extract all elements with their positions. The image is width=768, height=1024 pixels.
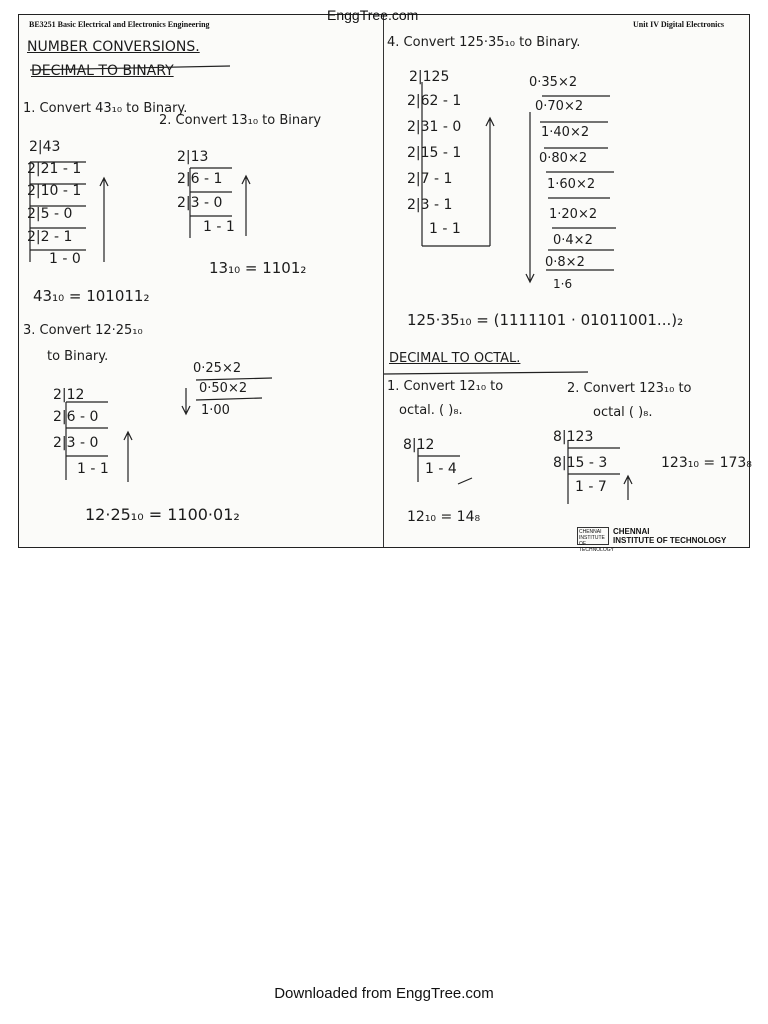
div-bracket-43 <box>30 162 86 262</box>
answer-13: 13₁₀ = 1101₂ <box>209 259 307 277</box>
up-arrow-43 <box>100 178 108 262</box>
answer-43: 43₁₀ = 101011₂ <box>33 287 150 305</box>
frac-lines-035 <box>540 96 616 270</box>
answer-123-octal: 123₁₀ = 173₈ <box>661 455 752 471</box>
section-decimal-binary: DECIMAL TO BINARY <box>31 63 174 79</box>
footer-download: Downloaded from EnggTree.com <box>274 985 494 1002</box>
down-arrow-025 <box>182 388 190 414</box>
octal-arrow-12 <box>458 478 472 484</box>
frac-lines-025 <box>196 378 272 400</box>
octal-question-1: 1. Convert 12₁₀ to <box>387 379 504 394</box>
div-bracket-12 <box>66 402 108 480</box>
course-header: BE3251 Basic Electrical and Electronics Engineering <box>29 20 210 29</box>
question-1: 1. Convert 43₁₀ to Binary. <box>23 101 188 116</box>
question-4: 4. Convert 125·35₁₀ to Binary. <box>387 35 581 50</box>
octal-bracket-123 <box>568 440 620 504</box>
institute-logo: CHENNAI INSTITUTE OF TECHNOLOGY CHENNAI INSTITUTE OF TECHNOLOGY <box>579 527 727 553</box>
question-3-cont: to Binary. <box>47 349 109 364</box>
logo-mark: CHENNAI INSTITUTE OF TECHNOLOGY <box>579 529 615 553</box>
notes-page: BE3251 Basic Electrical and Electronics Engineering EnggTree.com Unit IV Digital Electronics NUMBER CONVERSIONS. DECIMAL TO BINARY 1. Convert 43₁₀ to Binary. 2. Convert 13₁₀ to Binary 2|43 2|21 - 1 2|10 - 1 2|5 - 0 2|2 - 1 1 - 0 2|13 2|6 - 1 2|3 - 0 1 - 1 13₁₀ = 1101₂ 43₁₀ = 101011₂ 3. Convert 12·25₁₀ to Binary. 0·25×2 0·50×2 1·00 2|12 2|6 - 0 2|3 - 0 1 - 1 12·25₁₀ = 1100·01₂ 4. Convert 125·35₁₀ to Binary. 2|125 2|62 - 1 2|31 - 0 2|15 - 1 2|7 - 1 2|3 - 1 1 - 1 0·35×2 0·70×2 1·40×2 0·80×2 1·60×2 1·20×2 0·4×2 0·8×2 1·6 125·35₁₀ = (1111101 · 01011001...)₂ DECIMAL TO OCTAL. 1. Convert 12₁₀ to octal. ( )₈. 2. Convert 123₁₀ to octal ( )₈. 8|12 1 - 4 8|123 8|15 - 3 1 - 7 123₁₀ = 173₈ 12₁₀ = 14₈ CHENNAI INSTITUTE OF TECHNOLOGY CHENNAI INSTITUTE OF TECHNOLOGY <box>18 14 750 548</box>
octal-question-2-cont: octal ( )₈. <box>593 405 653 420</box>
div-bracket-13 <box>190 168 232 238</box>
unit-header: Unit IV Digital Electronics <box>633 20 725 29</box>
underline-octal <box>384 372 588 374</box>
octal-arrow-123 <box>624 476 632 500</box>
div-bracket-125 <box>422 82 490 246</box>
up-arrow-13 <box>242 176 250 236</box>
answer-12-octal: 12₁₀ = 14₈ <box>407 509 481 525</box>
page-title: NUMBER CONVERSIONS. <box>27 39 200 55</box>
down-arrow-035 <box>526 112 534 282</box>
octal-bracket-12 <box>418 448 460 482</box>
up-arrow-125 <box>486 118 494 246</box>
question-3: 3. Convert 12·25₁₀ <box>23 323 143 338</box>
question-2: 2. Convert 13₁₀ to Binary <box>159 113 322 128</box>
underline <box>30 66 230 70</box>
answer-125-35: 125·35₁₀ = (1111101 · 01011001...)₂ <box>407 311 684 329</box>
answer-12-25: 12·25₁₀ = 1100·01₂ <box>85 505 240 524</box>
octal-question-1-cont: octal. ( )₈. <box>399 403 463 418</box>
up-arrow-12 <box>124 432 132 482</box>
section-decimal-octal: DECIMAL TO OCTAL. <box>389 351 521 366</box>
octal-question-2: 2. Convert 123₁₀ to <box>567 381 692 396</box>
site-header: EnggTree.com <box>327 7 419 23</box>
